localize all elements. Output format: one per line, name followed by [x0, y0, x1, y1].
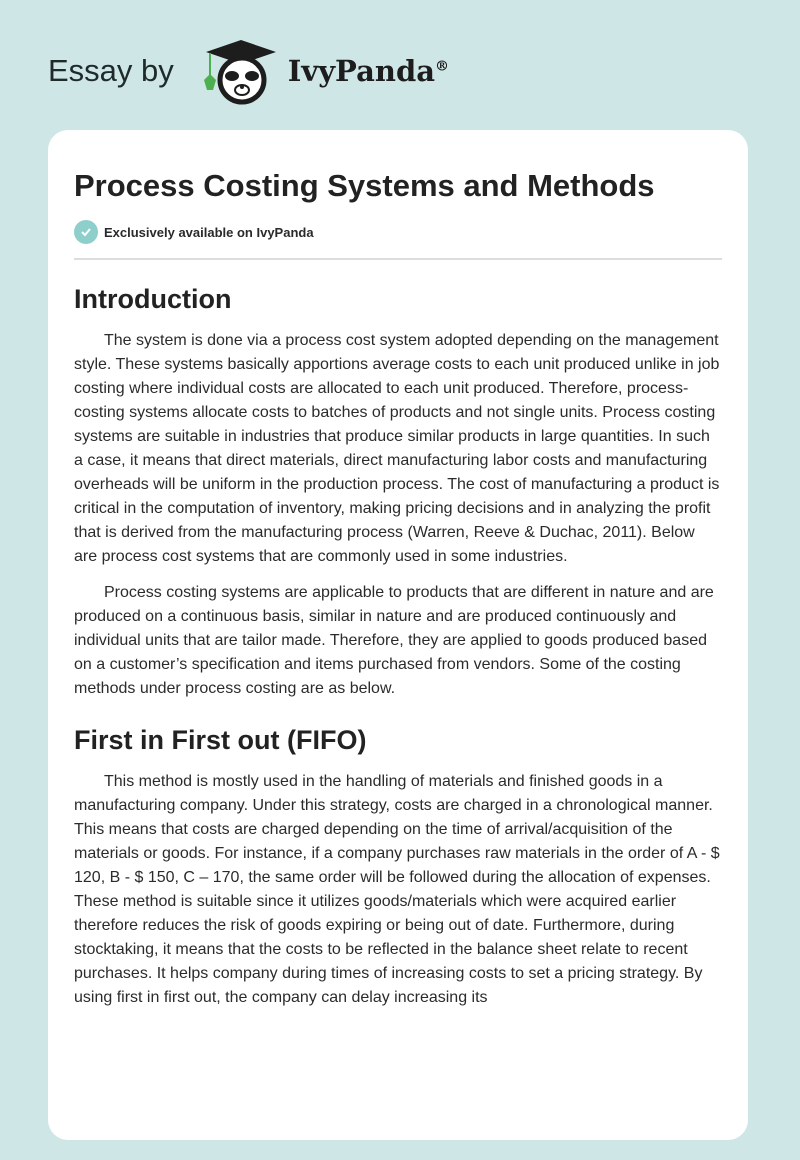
- section-heading: First in First out (FIFO): [74, 725, 367, 755]
- site-header: [48, 36, 449, 106]
- section-heading: Introduction: [74, 284, 232, 314]
- divider: [74, 258, 722, 260]
- check-icon: [74, 220, 98, 244]
- exclusive-badge: [74, 220, 722, 244]
- brand-text: IvyPanda: [287, 54, 436, 88]
- essay-by-label: Essay by: [48, 53, 174, 88]
- paragraph: The system is done via a process cost system adopted depending on the management style. These systems basically apportions average costs to each unit produced unlike in job costing where individual costs are allocated to each unit produced. Therefore, process-costing systems allocate costs to batches of products and not single units. Process costing systems are suitable in industries that produce similar products in large quantities. In such a case, it means that direct materials, direct manufacturing labor costs and manufacturing overheads will be uniform in the production process. The cost of manufacturing a product is critical in the computation of inventory, making pricing decisions and in analyzing the profit that is derived from the manufacturing process (Warren, Reeve & Duchac, 2011). Below are process cost systems that are commonly used in some industries.: [74, 332, 720, 565]
- paragraph: This method is mostly used in the handling of materials and finished goods in a manufacturing company. Under this strategy, costs are charged in a chronological manner. This means that costs are charged depending on the time of arrival/acquisition of the materials or goods. For instance, if a company purchases raw materials in the order of A - $ 120, B - $ 150, C – 170, the same order will be followed during the allocation of expenses. These method is suitable since it utilizes goods/materials which were acquired earlier therefore reduces the risk of goods expiring or being out of date. Furthermore, during stocktaking, it means that the costs to be reflected in the balance sheet relate to recent purchases. It helps company during times of increasing costs to set a pricing strategy. By using first in first out, the company can delay increasing its: [74, 773, 720, 1006]
- badge-text: Exclusively available on IvyPanda: [104, 224, 314, 240]
- paragraph: Process costing systems are applicable to products that are different in nature and are produced on a continuous basis, similar in nature and are produced continuously and individual units that are tailor made. Therefore, they are applied to goods produced based on a customer’s specification and items purchased from vendors. Some of the costing methods under process costing are as below.: [74, 584, 714, 697]
- ivypanda-logo-icon[interactable]: [196, 36, 286, 106]
- brand-name[interactable]: [288, 54, 449, 88]
- essay-card: [48, 130, 748, 1140]
- registered-mark: ®: [435, 58, 450, 75]
- page-title: Process Costing Systems and Methods: [74, 168, 655, 203]
